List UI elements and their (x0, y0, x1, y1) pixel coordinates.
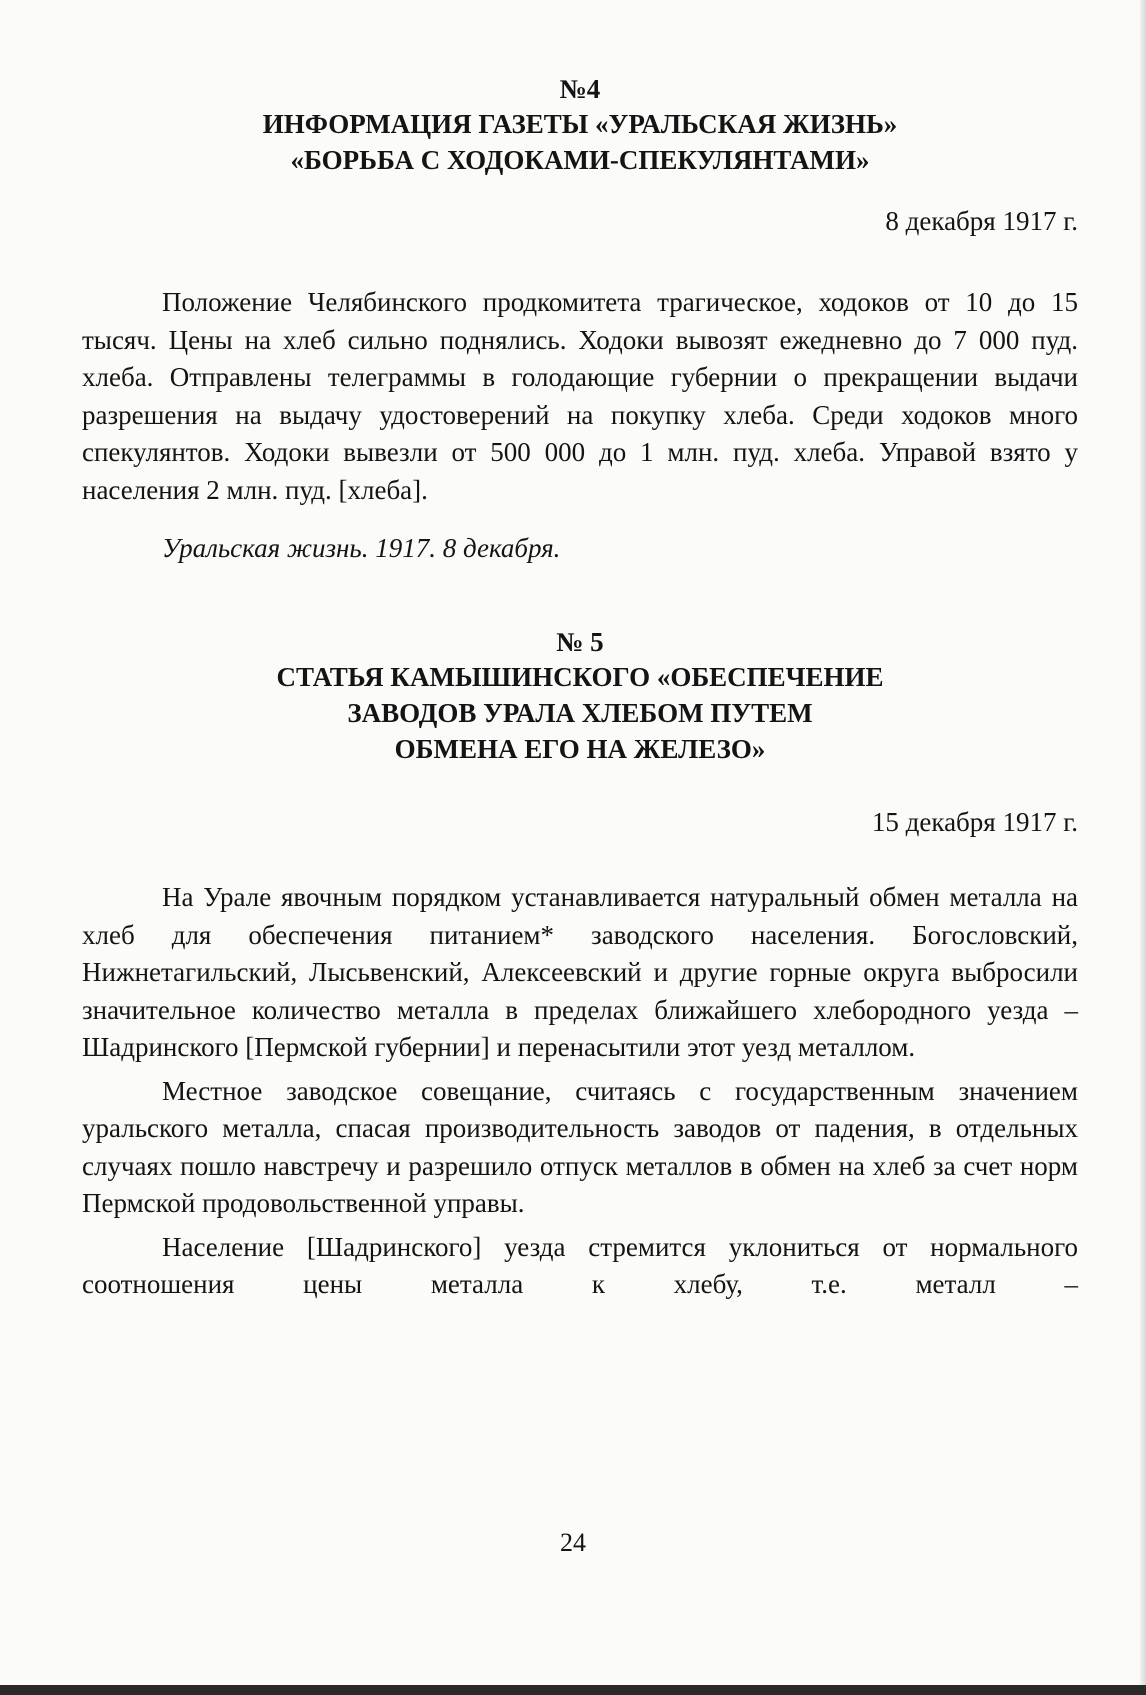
document-title-line: ЗАВОДОВ УРАЛА ХЛЕБОМ ПУТЕМ (347, 698, 813, 728)
scan-edge-right (1140, 0, 1146, 1695)
document-4 (82, 72, 1078, 565)
paragraph: На Урале явочным порядком устанавливается натуральный обмен металла на хлеб для обеспечения питанием* заводского населения. Богословский, Нижнетагильский, Лысьвенский, Алексеевский и другие горные округа выбросили значительное количество металла в пределах ближайшего хлебородного уезда – Шадринского [Пермской губернии] и перенасытили этот уезд металлом. (82, 882, 1078, 1062)
document-date: 15 декабря 1917 г. (871, 807, 1078, 837)
paragraph: Местное заводское совещание, считаясь с государственным значением уральского металла, спасая производительность заводов от падения, в отдельных случаях пошло навстречу и разрешило отпуск металлов в обмен на хлеб за счет норм Пермской продовольственной управы. (82, 1075, 1078, 1218)
document-number: № 5 (556, 627, 604, 657)
page-number: 24 (560, 1528, 586, 1557)
scan-edge-bottom (0, 1685, 1146, 1695)
document-date: 8 декабря 1917 г. (885, 206, 1078, 236)
document-title-line: ИНФОРМАЦИЯ ГАЗЕТЫ «УРАЛЬСКАЯ ЖИЗНЬ» (262, 109, 898, 139)
document-title-line: СТАТЬЯ КАМЫШИНСКОГО «ОБЕСПЕЧЕНИЕ (276, 662, 884, 692)
document-number: №4 (559, 74, 601, 104)
document-title-line: ОБМЕНА ЕГО НА ЖЕЛЕЗО» (394, 734, 766, 764)
paragraph: Население [Шадринского] уезда стремится уклониться от нормального соотношения цены металла к хлебу, т.е. металл – (82, 1231, 1078, 1299)
paragraph: Положение Челябинского продкомитета трагическое, ходоков от 10 до 15 тысяч. Цены на хлеб сильно поднялись. Ходоки вывозят ежедневно до 7 000 пуд. хлеба. Отправлены телеграммы в голодающие губернии о прекращении выдачи разрешения на выдачу удостоверений на покупку хлеба. Среди ходоков много спекулянтов. Ходоки вывезли от 500 000 до 1 млн. пуд. хлеба. Управой взято у населения 2 млн. пуд. [хлеба]. (82, 287, 1078, 505)
page-content (82, 72, 1078, 1304)
document-title-line: «БОРЬБА С ХОДОКАМИ-СПЕКУЛЯНТАМИ» (290, 145, 870, 175)
document-5 (82, 625, 1078, 1304)
source-citation: Уральская жизнь. 1917. 8 декабря. (162, 533, 561, 563)
